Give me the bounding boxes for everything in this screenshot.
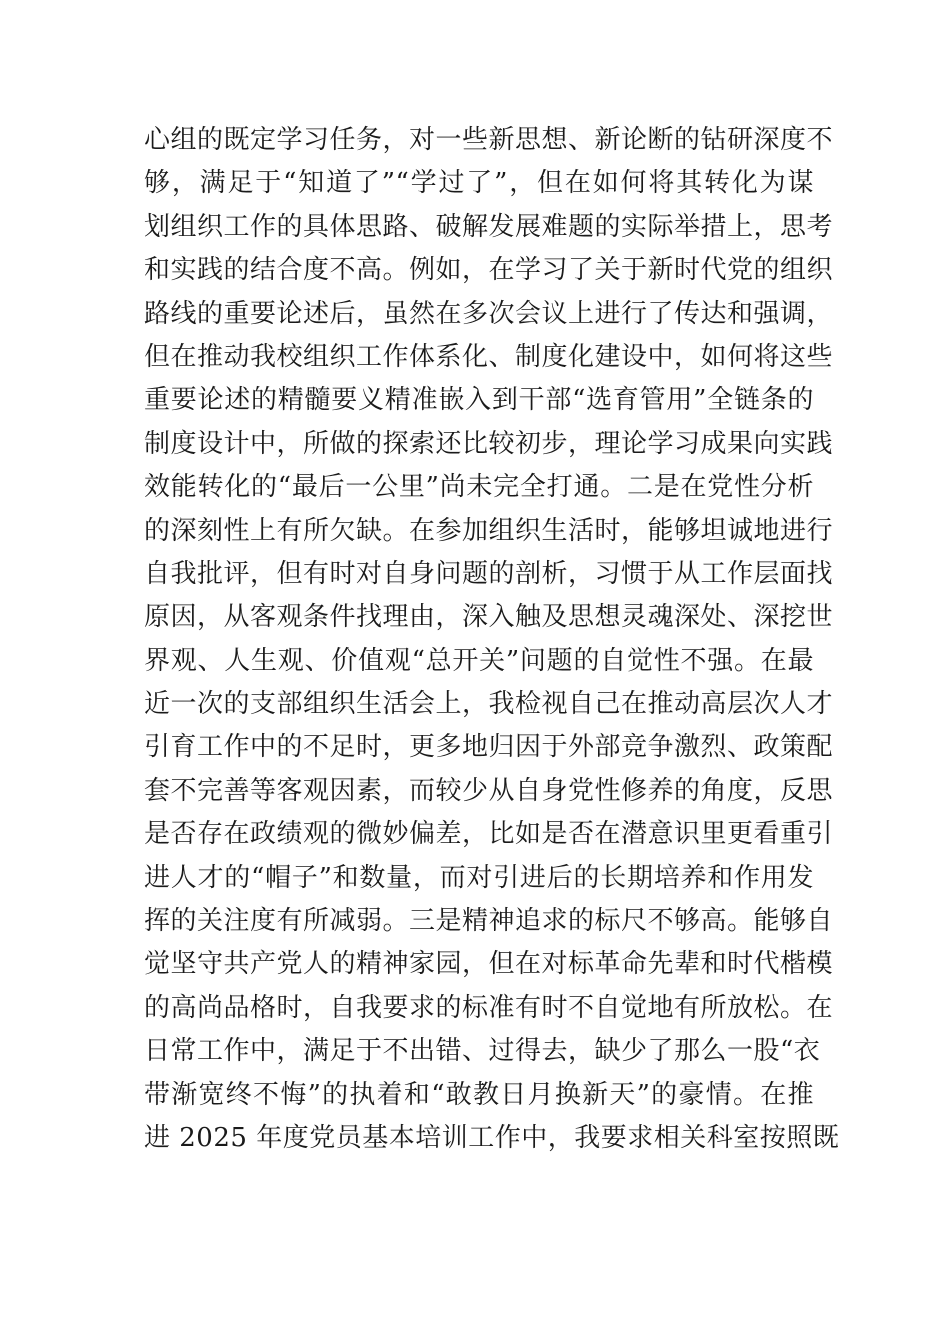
- text-line: 挥的关注度有所减弱。三是精神追求的标尺不够高。能够自: [144, 906, 834, 937]
- text-line: 近一次的支部组织生活会上，我检视自己在推动高层次人才: [144, 689, 834, 720]
- text-line: 原因，从客观条件找理由，深入触及思想灵魂深处、深挖世: [144, 602, 834, 633]
- text-line: 效能转化的“最后一公里”尚未完全打通。二是在党性分析: [144, 472, 814, 503]
- text-line: 但在推动我校组织工作体系化、制度化建设中，如何将这些: [144, 341, 834, 372]
- text-line: 和实践的结合度不高。例如，在学习了关于新时代党的组织: [144, 255, 834, 286]
- text-line: 划组织工作的具体思路、破解发展难题的实际举措上，思考: [144, 211, 834, 242]
- text-line: 带渐宽终不悔”的执着和“敢教日月换新天”的豪情。在推: [144, 1079, 814, 1110]
- text-line: 进人才的“帽子”和数量，而对引进后的长期培养和作用发: [144, 862, 814, 893]
- text-line: 的高尚品格时，自我要求的标准有时不自觉地有所放松。在: [144, 992, 834, 1023]
- text-line: 的深刻性上有所欠缺。在参加组织生活时，能够坦诚地进行: [144, 515, 834, 546]
- text-line: 重要论述的精髓要义精准嵌入到干部“选育管用”全链条的: [144, 385, 814, 416]
- text-line: 觉坚守共产党人的精神家园，但在对标革命先辈和时代楷模: [144, 949, 834, 980]
- document-body: [144, 119, 840, 1160]
- text-line: 自我批评，但有时对自身问题的剖析，习惯于从工作层面找: [144, 558, 834, 589]
- text-line: 进 2025 年度党员基本培训工作中，我要求相关科室按照既: [144, 1122, 840, 1153]
- text-line: 路线的重要论述后，虽然在多次会议上进行了传达和强调，: [144, 298, 834, 329]
- text-line: 制度设计中，所做的探索还比较初步，理论学习成果向实践: [144, 428, 834, 459]
- text-line: 引育工作中的不足时，更多地归因于外部竞争激烈、政策配: [144, 732, 834, 763]
- text-line: 够，满足于“知道了”“学过了”，但在如何将其转化为谋: [144, 168, 814, 199]
- text-line: 套不完善等客观因素，而较少从自身党性修养的角度，反思: [144, 775, 834, 806]
- text-line: 日常工作中，满足于不出错、过得去，缺少了那么一股“衣: [144, 1036, 821, 1067]
- text-line: 是否存在政绩观的微妙偏差，比如是否在潜意识里更看重引: [144, 819, 834, 850]
- text-line: 界观、人生观、价值观“总开关”问题的自觉性不强。在最: [144, 645, 814, 676]
- text-line: 心组的既定学习任务，对一些新思想、新论断的钻研深度不: [144, 125, 834, 155]
